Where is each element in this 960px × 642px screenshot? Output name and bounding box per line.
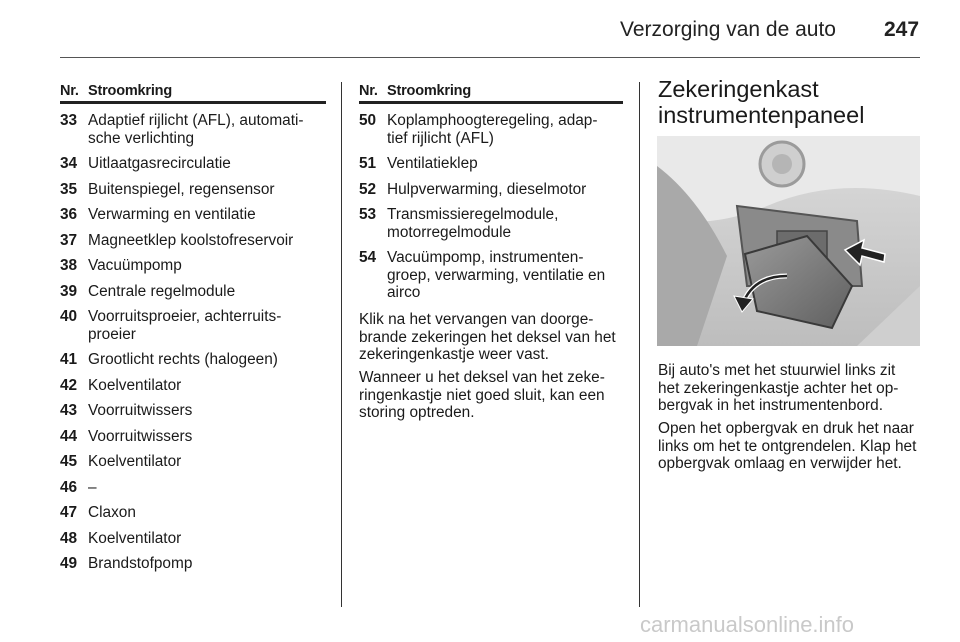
fuse-number: 36: [60, 206, 78, 223]
paragraph-instructions: Open het opbergvak en druk het naar links om het te ontgrendelen. Klap het opbergvak omlaag en verwijder het.: [658, 420, 917, 472]
fuse-circuit: Magneetklep koolstofreservoir: [88, 231, 294, 249]
table-row: [60, 308, 326, 343]
column-divider-left: [341, 82, 342, 607]
fuse-box-photo: [657, 136, 920, 346]
section-heading: Zekeringenkast instrumentenpaneel: [658, 76, 865, 128]
column-divider-right: [639, 82, 640, 607]
fuse-circuit: Voorruitsproeier, achterruits- proeier: [88, 308, 282, 343]
fuse-table-middle: [359, 82, 623, 302]
fuse-number: 54: [359, 249, 377, 266]
table-row: [60, 377, 326, 395]
fuse-circuit: Buitenspiegel, regensensor: [88, 180, 275, 198]
fuse-number: 50: [359, 112, 377, 129]
fuse-circuit: Vacuümpomp: [88, 257, 182, 274]
table-row: [60, 479, 326, 497]
table-header: [359, 82, 623, 104]
fuse-number: 33: [60, 112, 78, 129]
fuse-circuit: Koelventilator: [88, 529, 182, 547]
fuse-circuit: Centrale regelmodule: [88, 282, 236, 300]
table-row: [60, 504, 326, 522]
table-row: [359, 112, 623, 147]
fuse-number: 44: [60, 427, 78, 445]
column-header-nr: Nr.: [359, 83, 378, 99]
fuse-circuit: Claxon: [88, 504, 136, 521]
fuse-number: 45: [60, 453, 78, 470]
table-row: [359, 155, 623, 173]
table-row: [60, 257, 326, 275]
header-rule: [60, 57, 920, 58]
fuse-number: 35: [60, 180, 78, 198]
paragraph-location: Bij auto's met het stuurwiel links zit het zekeringenkastje achter het op- bergvak in het instrumentenbord.: [658, 362, 899, 414]
paragraph-replace-fuses: Klik na het vervangen van doorge- brande zekeringen het deksel van het zekeringenkastje weer vast.: [359, 311, 616, 363]
fuse-circuit: Adaptief rijlicht (AFL), automati- sche verlichting: [88, 112, 304, 147]
table-rows: [359, 112, 623, 302]
fuse-circuit: Voorruitwissers: [88, 402, 193, 419]
table-row: [359, 249, 623, 302]
fuse-number: 52: [359, 180, 377, 198]
fuse-circuit: Brandstofpomp: [88, 555, 193, 572]
running-header-title: Verzorging van de auto: [620, 18, 836, 41]
table-row: [60, 428, 326, 446]
column-header-nr: Nr.: [60, 83, 79, 99]
table-row: [60, 155, 326, 173]
table-row: [359, 181, 623, 199]
fuse-circuit: Hulpverwarming, dieselmotor: [387, 180, 587, 198]
fuse-number: 42: [60, 376, 78, 394]
fuse-number: 53: [359, 206, 377, 223]
fuse-number: 41: [60, 351, 78, 368]
fuse-number: 38: [60, 257, 78, 274]
table-row: [60, 351, 326, 369]
fuse-circuit: Uitlaatgasrecirculatie: [88, 155, 231, 172]
page-number: 247: [884, 18, 920, 41]
table-row: [359, 206, 623, 241]
fuse-circuit: Ventilatieklep: [387, 155, 478, 172]
fuse-number: 39: [60, 282, 78, 300]
fuse-circuit: Transmissieregelmodule, motorregelmodule: [387, 206, 559, 241]
fuse-number: 43: [60, 402, 78, 419]
fuse-number: 40: [60, 308, 78, 325]
fuse-circuit: Voorruitwissers: [88, 427, 193, 445]
fuse-number: 48: [60, 529, 78, 547]
column-header-circuit: Stroomkring: [88, 83, 172, 99]
fuse-number: 51: [359, 155, 377, 172]
fuse-circuit: Verwarming en ventilatie: [88, 206, 256, 223]
watermark: carmanualsonline.info: [640, 612, 855, 637]
fuse-circuit: Vacuümpomp, instrumenten- groep, verwarming, ventilatie en airco: [387, 249, 606, 301]
fuse-number: 34: [60, 155, 78, 172]
table-row: [60, 453, 326, 471]
fuse-table-left: [60, 82, 326, 573]
table-header: [60, 82, 326, 104]
table-row: [60, 232, 326, 250]
table-row: [60, 555, 326, 573]
fuse-circuit: –: [88, 478, 97, 496]
table-row: [60, 181, 326, 199]
fuse-number: 46: [60, 478, 78, 496]
fuse-number: 37: [60, 231, 78, 249]
column-header-circuit: Stroomkring: [387, 83, 471, 99]
fuse-circuit: Koelventilator: [88, 453, 182, 470]
table-row: [60, 402, 326, 420]
fuse-number: 47: [60, 504, 78, 521]
paragraph-cover-warning: Wanneer u het deksel van het zeke- ringenkastje niet goed sluit, kan een storing optreden.: [359, 369, 605, 421]
fuse-circuit: Koplamphoogteregeling, adap- tief rijlicht (AFL): [387, 112, 598, 147]
fuse-number: 49: [60, 555, 78, 572]
table-rows: [60, 112, 326, 573]
table-row: [60, 206, 326, 224]
table-row: [60, 530, 326, 548]
fuse-circuit: Koelventilator: [88, 376, 182, 394]
fuse-circuit: Grootlicht rechts (halogeen): [88, 351, 278, 368]
table-row: [60, 112, 326, 147]
table-row: [60, 283, 326, 301]
